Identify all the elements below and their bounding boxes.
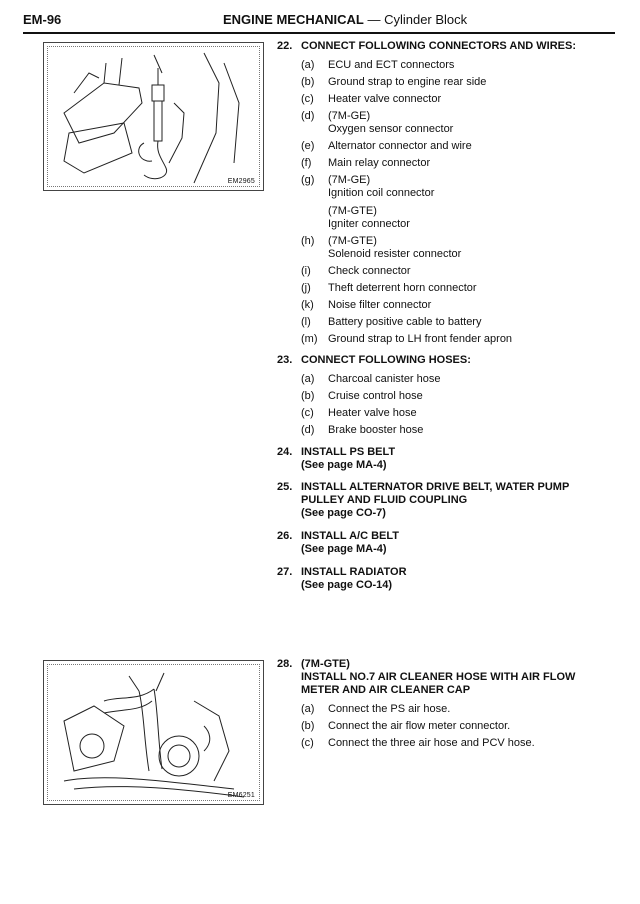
air-cleaner-illustration xyxy=(44,661,263,804)
item-letter: (h) xyxy=(301,235,315,247)
list-item xyxy=(277,407,617,420)
step-title: INSTALL A/C BELT xyxy=(301,530,399,542)
step-title: CONNECT FOLLOWING HOSES: xyxy=(301,354,471,366)
list-item xyxy=(277,265,617,278)
list-item xyxy=(277,140,617,153)
step-reference: (See page MA-4) xyxy=(301,459,387,471)
item-letter: (b) xyxy=(301,720,315,732)
item-text: Connect the PS air hose. xyxy=(328,703,451,715)
step-heading xyxy=(277,658,617,697)
step-model-prefix: (7M-GTE) xyxy=(301,658,350,670)
list-item xyxy=(277,59,617,72)
item-letter: (f) xyxy=(301,157,312,169)
item-letter: (l) xyxy=(301,316,311,328)
step-title: INSTALL PS BELT xyxy=(301,446,396,458)
item-text: (7M-GE) xyxy=(328,110,371,122)
item-text: Check connector xyxy=(328,265,411,277)
step-heading xyxy=(277,354,617,367)
step-27 xyxy=(277,566,617,592)
step-number: 27. xyxy=(277,566,293,578)
item-letter: (a) xyxy=(301,373,315,385)
step-reference: (See page CO-14) xyxy=(301,579,393,591)
item-text: Connect the air flow meter connector. xyxy=(328,720,511,732)
step-22 xyxy=(277,40,617,350)
list-item xyxy=(277,720,617,733)
page-title xyxy=(223,12,467,27)
step-title: INSTALL ALTERNATOR DRIVE BELT, WATER PUMP xyxy=(301,481,570,493)
item-letter: (m) xyxy=(301,333,318,345)
item-text: (7M-GTE) xyxy=(328,235,377,247)
step-heading xyxy=(277,530,617,556)
item-text: Charcoal canister hose xyxy=(328,373,441,385)
item-text: Brake booster hose xyxy=(328,424,424,436)
list-item xyxy=(277,299,617,312)
item-letter: (c) xyxy=(301,737,314,749)
item-letter: (k) xyxy=(301,299,314,311)
item-letter: (g) xyxy=(301,174,315,186)
list-item xyxy=(277,373,617,386)
step-title: INSTALL RADIATOR xyxy=(301,566,407,578)
step-items xyxy=(277,703,617,750)
item-text: ECU and ECT connectors xyxy=(328,59,455,71)
subsection-title: Cylinder Block xyxy=(384,12,468,27)
item-letter: (a) xyxy=(301,703,315,715)
step-reference: (See page CO-7) xyxy=(301,507,386,519)
item-letter: (c) xyxy=(301,407,314,419)
step-number: 22. xyxy=(277,40,293,52)
item-text: Ground strap to LH front fender apron xyxy=(328,333,513,345)
item-text: (7M-GTE) xyxy=(328,205,377,217)
item-letter: (d) xyxy=(301,110,315,122)
step-items xyxy=(277,373,617,437)
item-letter: (a) xyxy=(301,59,315,71)
item-text: Alternator connector and wire xyxy=(328,140,472,152)
step-number: 28. xyxy=(277,658,293,670)
item-letter: (d) xyxy=(301,424,315,436)
step-26 xyxy=(277,530,617,556)
list-item xyxy=(277,76,617,89)
page-header xyxy=(23,10,615,34)
step-number: 24. xyxy=(277,446,293,458)
list-item xyxy=(277,316,617,329)
item-text: Battery positive cable to battery xyxy=(328,316,482,328)
item-text: Theft deterrent horn connector xyxy=(328,282,477,294)
step-number: 26. xyxy=(277,530,293,542)
list-item xyxy=(277,424,617,437)
step-24 xyxy=(277,446,617,472)
step-28 xyxy=(277,658,617,754)
figure-air-cleaner-illustration xyxy=(43,660,264,805)
step-heading xyxy=(277,566,617,592)
item-text: Igniter connector xyxy=(328,218,410,230)
step-heading xyxy=(277,481,617,520)
list-item xyxy=(277,737,617,750)
title-separator: — xyxy=(363,12,385,27)
list-item xyxy=(277,390,617,403)
list-item xyxy=(277,282,617,295)
page-code: EM-96 xyxy=(23,12,62,27)
item-letter: (c) xyxy=(301,93,314,105)
step-reference: (See page MA-4) xyxy=(301,543,387,555)
list-item xyxy=(277,333,617,346)
list-item xyxy=(277,174,617,231)
step-heading xyxy=(277,40,617,53)
list-item xyxy=(277,235,617,261)
list-item xyxy=(277,703,617,716)
step-heading xyxy=(277,446,617,472)
list-item xyxy=(277,157,617,170)
item-text: Ignition coil connector xyxy=(328,187,435,199)
step-title: CONNECT FOLLOWING CONNECTORS AND WIRES: xyxy=(301,40,576,52)
step-number: 25. xyxy=(277,481,293,493)
item-letter: (i) xyxy=(301,265,311,277)
list-item xyxy=(277,93,617,106)
section-title: ENGINE MECHANICAL xyxy=(223,12,364,27)
item-text: Oxygen sensor connector xyxy=(328,123,454,135)
item-text: Connect the three air hose and PCV hose. xyxy=(328,737,535,749)
item-text: Heater valve hose xyxy=(328,407,417,419)
step-items xyxy=(277,59,617,346)
figure-connector-illustration xyxy=(43,42,264,191)
step-number: 23. xyxy=(277,354,293,366)
item-letter: (b) xyxy=(301,390,315,402)
figure-code: EM6251 xyxy=(227,792,255,799)
step-23 xyxy=(277,354,617,441)
step-title-continued: PULLEY AND FLUID COUPLING xyxy=(301,494,468,506)
item-text: Cruise control hose xyxy=(328,390,423,402)
item-text: Main relay connector xyxy=(328,157,431,169)
connector-illustration xyxy=(44,43,263,190)
item-letter: (b) xyxy=(301,76,315,88)
step-title-continued: METER AND AIR CLEANER CAP xyxy=(301,684,471,696)
item-text: Solenoid resister connector xyxy=(328,248,462,260)
step-25 xyxy=(277,481,617,520)
step-title: INSTALL NO.7 AIR CLEANER HOSE WITH AIR FLOW xyxy=(301,671,576,683)
item-text: (7M-GE) xyxy=(328,174,371,186)
item-text: Noise filter connector xyxy=(328,299,432,311)
item-text: Ground strap to engine rear side xyxy=(328,76,487,88)
list-item xyxy=(277,110,617,136)
item-letter: (e) xyxy=(301,140,315,152)
figure-code: EM2965 xyxy=(227,178,255,185)
item-letter: (j) xyxy=(301,282,311,294)
item-text: Heater valve connector xyxy=(328,93,442,105)
